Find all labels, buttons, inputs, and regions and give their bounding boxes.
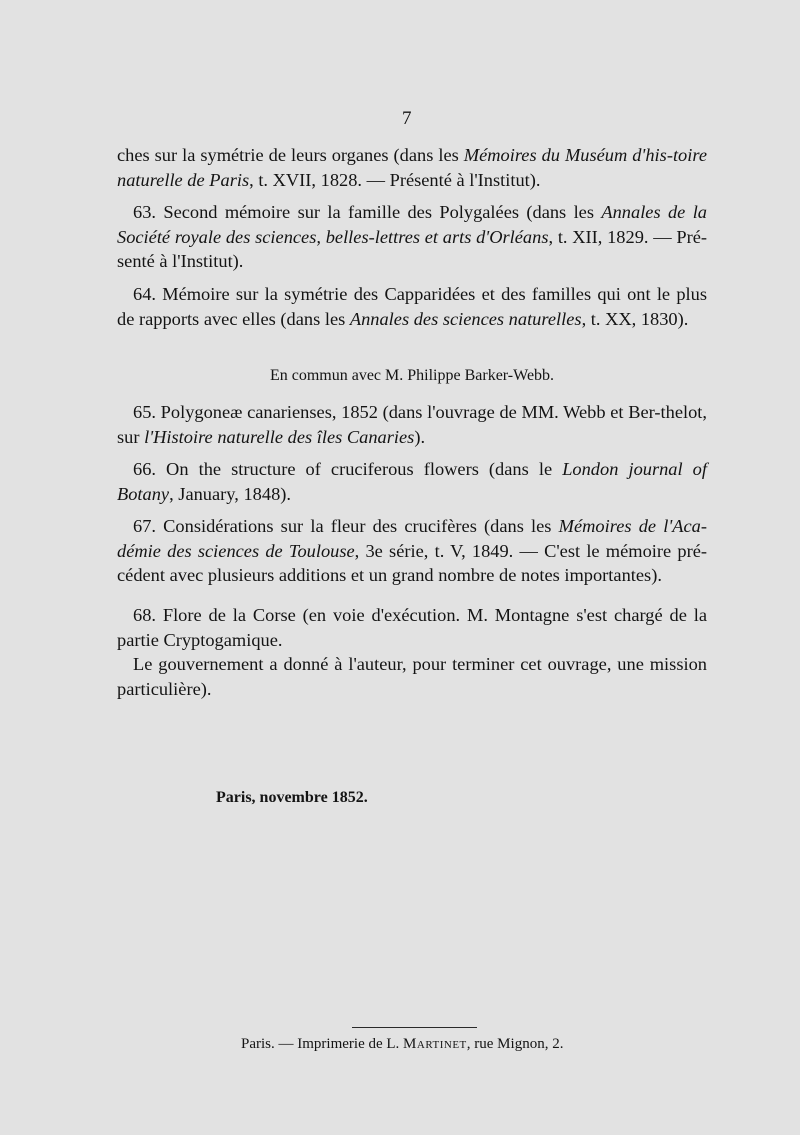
entry-65 xyxy=(117,400,707,449)
entry-text: Le gouvernement a donné à l'auteur, pour terminer cet ouvrage, une mission particulière). xyxy=(117,654,707,699)
entry-title-italic: Mémoires du Muséum d'his-toire naturelle de Paris xyxy=(117,145,707,190)
entry-title-italic: London journal of Botany xyxy=(117,459,707,504)
entry-title-italic: Annales de la Société royale des sciences, belles-lettres et arts d'Orléans xyxy=(117,202,708,247)
entry-text: , January, 1848). xyxy=(169,483,291,504)
entry-66 xyxy=(117,457,707,506)
entry-68 xyxy=(117,603,707,652)
imprint-prefix: Paris. — Imprimerie de L. xyxy=(241,1036,404,1052)
printer-imprint xyxy=(241,1036,563,1053)
entry-title-italic: l'Histoire naturelle des îles Canaries xyxy=(144,426,415,447)
entry-text: , t. XII, 1829. — Pré-senté à l'Institut). xyxy=(117,226,707,271)
entry-67 xyxy=(117,514,707,588)
entry-text: 63. Second mémoire sur la famille des Polygalées (dans les xyxy=(133,202,602,222)
entry-text: , t. XVII, 1828. — Présenté à l'Institut). xyxy=(249,169,541,190)
entry-text: , t. XX, 1830). xyxy=(581,308,689,329)
entry-text: 65. Polygoneæ canarienses, 1852 (dans l'ouvrage de MM. Webb et Ber-thelot, sur xyxy=(117,402,707,447)
entry-text: 67. Considérations sur la fleur des crucifères (dans les xyxy=(133,516,559,536)
page-number: 7 xyxy=(402,108,412,129)
entry-text: 64. Mémoire sur la symétrie des Capparidées et des familles qui ont le plus de rapports avec elles (dans les xyxy=(117,284,707,329)
section-heading: En commun avec M. Philippe Barker-Webb. xyxy=(269,367,555,384)
entry-text: 66. On the structure of cruciferous flowers (dans le xyxy=(133,459,563,479)
entry-text: , 3e série, t. V, 1849. — C'est le mémoire pré-cédent avec plusieurs additions et un grand nombre de notes importantes). xyxy=(117,540,707,585)
entry-title-italic: Annales des sciences naturelles xyxy=(349,308,582,329)
entry-text: 68. Flore de la Corse (en voie d'exécution. M. Montagne s'est chargé de la partie Cryptogamique. xyxy=(117,605,707,650)
entry-63 xyxy=(117,200,707,274)
entry-text: ). xyxy=(414,426,426,447)
dateline: Paris, novembre 1852. xyxy=(216,789,368,806)
entry-continuation xyxy=(117,143,707,192)
entry-64 xyxy=(117,282,707,331)
footer-rule xyxy=(352,1027,477,1028)
entry-title-italic: Mémoires de l'Aca-démie des sciences de Toulouse xyxy=(117,516,707,561)
entry-text: ches sur la symétrie de leurs organes (dans les xyxy=(117,145,464,165)
entry-68-note xyxy=(117,652,707,701)
imprint-printer-name: Martinet xyxy=(403,1036,467,1052)
imprint-suffix: , rue Mignon, 2. xyxy=(466,1036,564,1052)
